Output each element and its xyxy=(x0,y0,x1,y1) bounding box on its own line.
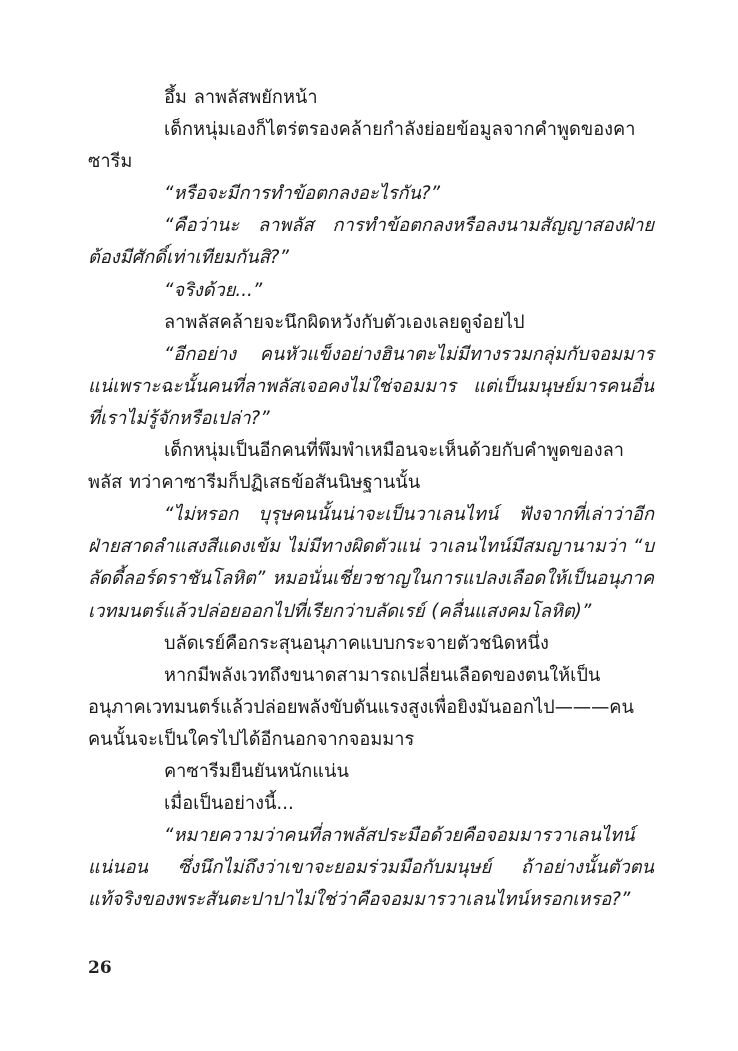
paragraph-8: เด็กหนุ่มเป็นอีกคนที่พึมพำเหมือนจะเห็นด้วยกับคำพูดของลาพลัส ทว่าคาซารีมก็ปฏิเสธข้อสันนิษฐานนั้น xyxy=(88,440,624,494)
paragraph-12: คาซารีมยืนยันหนักแน่น xyxy=(164,760,349,782)
paragraph-4: “คือว่านะ ลาพลัส การทำข้อตกลงหรือลงนามสัญญาสองฝ่ายต้องมีศักดิ์เท่าเทียมกันสิ?” xyxy=(88,215,654,269)
paragraph-9: “ไม่หรอก บุรุษคนนั้นน่าจะเป็นวาเลนไทน์ ฟังจากที่เล่าว่าอีกฝ่ายสาดลำแสงสีแดงเข้ม ไม่มีทางผิดตัวแน่ วาเลนไทน์มีสมญานามว่า “บลัดดี้ลอร์ดราชันโลหิต” หมอนั่นเชี่ยวชาญในการแปลงเลือดให้เป็นอนุภาคเวทมนตร์แล้วปล่อยออกไปที่เรียกว่าบลัดเรย์ (คลื่นแสงคมโลหิต)” xyxy=(88,504,654,622)
paragraph-5: “จริงด้วย...” xyxy=(164,279,263,301)
paragraph-10: บลัดเรย์คือกระสุนอนุภาคแบบกระจายตัวชนิดหนึ่ง xyxy=(164,632,549,654)
body-text xyxy=(88,82,654,916)
paragraph-1: อึ้ม ลาพลัสพยักหน้า xyxy=(164,87,318,108)
paragraph-13: เมื่อเป็นอย่างนี้... xyxy=(164,793,294,815)
paragraph-7: “อีกอย่าง คนหัวแข็งอย่างฮินาตะไม่มีทางรวมกลุ่มกับจอมมารแน่เพราะฉะนั้นคนที่ลาพลัสเจอคงไม่ใช่จอมมาร แต่เป็นมนุษย์มารคนอื่นที่เราไม่รู้จักหรือเปล่า?” xyxy=(88,343,654,429)
paragraph-11: หากมีพลังเวทถึงขนาดสามารถเปลี่ยนเลือดของตนให้เป็นอนุภาคเวทมนตร์แล้วปล่อยพลังขับดันแรงสูงเพื่อยิงมันออกไป———คนคนนั้นจะเป็นใครไปได้อีกนอกจากจอมมาร xyxy=(88,664,634,750)
paragraph-3: “หรือจะมีการทำข้อตกลงอะไรกัน?” xyxy=(164,183,441,205)
page-number: 26 xyxy=(88,958,112,978)
paragraph-2: เด็กหนุ่มเองก็ไตร่ตรองคล้ายกำลังย่อยข้อมูลจากคำพูดของคาซารีม xyxy=(88,119,636,173)
paragraph-14: “หมายความว่าคนที่ลาพลัสประมือด้วยคือจอมมารวาเลนไทน์แน่นอน ซึ่งนึกไม่ถึงว่าเขาจะยอมร่วมมือกับมนุษย์ ถ้าอย่างนั้นตัวตนแท้จริงของพระสันตะปาปาไม่ใช่ว่าคือจอมมารวาเลนไทน์หรอกเหรอ?” xyxy=(88,825,654,911)
paragraph-6: ลาพลัสคล้ายจะนึกผิดหวังกับตัวเองเลยดูจ๋อยไป xyxy=(164,311,525,333)
